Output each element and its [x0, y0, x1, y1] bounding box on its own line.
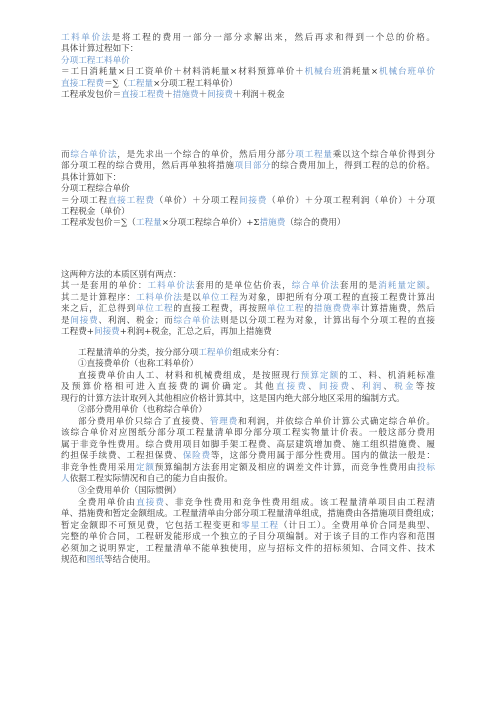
text-line [61, 509, 440, 520]
paragraph-full-cost-unit-price [61, 498, 440, 566]
paragraph-full-cost-heading [61, 486, 435, 497]
text-line [61, 463, 435, 474]
term-link[interactable]: 直接费 [275, 382, 309, 393]
term-link[interactable]: 图纸 [86, 554, 104, 565]
text-run: 工程量清单的分类，按分部分项 [78, 348, 199, 358]
text-run: 单、措施费和暂定金额组成。工程量清单由分部分项工程量清单组成，措施费由各措施项目费组成； [61, 509, 440, 520]
term-link[interactable]: 零星工程 [241, 520, 280, 531]
text-line [61, 304, 435, 315]
text-run: 等，这部分费用属于部分性费用。国内的做法一般是： [210, 451, 435, 462]
term-link[interactable]: 间接费 [207, 89, 233, 100]
text-run: 为对象，即把所有分项工程的直接工程费计算出 [239, 292, 435, 303]
term-link[interactable]: 间接费 [70, 315, 99, 326]
term-link[interactable]: 工料单价法 [135, 292, 183, 303]
term-link[interactable]: 消耗量定额 [378, 281, 427, 292]
term-link[interactable]: 措施费 [172, 89, 199, 100]
text-line [61, 218, 435, 229]
text-run: 分项工程综合单价 [61, 184, 130, 195]
term-link[interactable]: 项目部分 [234, 161, 272, 172]
text-run: （单价）＋分项工程利润（单价）＋分项 [267, 195, 435, 206]
text-line [61, 405, 435, 416]
text-run: 、 [308, 382, 319, 393]
text-line [61, 281, 435, 292]
text-run: 、 [383, 382, 395, 393]
term-link[interactable]: 间接费 [93, 326, 120, 337]
paragraph-direct-unit-price [61, 371, 435, 405]
text-run: 、 [351, 382, 362, 393]
text-run: ②部分费用单价（也称综合单价） [78, 405, 207, 415]
term-link[interactable]: 间接费 [239, 195, 268, 206]
text-line [61, 33, 435, 44]
text-line [61, 521, 435, 532]
text-run: ＋ [164, 89, 173, 100]
text-line [61, 359, 435, 370]
text-run: 的工、料、机消耗标准 [339, 371, 435, 381]
text-run: 是将工程的费用一部分一部分求解出来，然后再求和得到一个总的价格。 [111, 33, 435, 43]
text-line [61, 371, 435, 382]
text-line [61, 44, 435, 55]
text-run: ＝工日消耗量×日工资单价＋材料消耗量×材料预算单价＋ [61, 67, 305, 78]
text-run: 具体计算过程如下： [61, 44, 139, 55]
text-run: 其二是计算程序： [61, 292, 136, 303]
text-run: 和利润，并依综合单价计算公式确定综合单价。 [238, 417, 435, 427]
text-line [61, 184, 435, 195]
text-run: 完整的单价合同，工程研发能形成一个独立的子目分项编制。对于该子目的工作内容和范围 [61, 532, 435, 543]
term-link[interactable]: 税金 [394, 382, 416, 393]
term-link[interactable]: 直接工程费 [61, 78, 104, 89]
text-line [61, 555, 435, 566]
text-run: 全费用单价由 [78, 498, 137, 508]
text-line [61, 293, 435, 304]
term-link[interactable]: 机械台班 [304, 67, 343, 78]
text-line [61, 544, 435, 555]
text-run: 、利润、税金；而 [98, 315, 174, 326]
text-run: 依据工程实际情况和自己的能力自由报价。 [69, 473, 233, 484]
term-link[interactable]: 分项工程工料单价 [61, 55, 130, 66]
text-run: 约担保手续费、工程担保费、 [61, 451, 183, 462]
text-line [61, 394, 435, 405]
term-link[interactable]: 工程单价 [198, 348, 233, 358]
text-run: 这两种方法的本质区别有两点： [61, 270, 182, 280]
text-run: （单价）＋分项工程 [154, 195, 239, 206]
text-line [61, 451, 435, 462]
term-link[interactable]: 综合单价法 [173, 315, 221, 326]
text-run: 现行的计算方法计取列入其他相应价格计算其中，这是国内绝大部分地区采用的编制方式。 [61, 393, 405, 404]
text-run: ，是先求出一个综合的单价，然后用分部 [117, 150, 286, 160]
text-line [61, 270, 435, 281]
term-link[interactable]: 工料单价法 [61, 33, 112, 43]
text-run: +利润+税金，汇总之后，再加上措施费 [119, 326, 272, 337]
term-link[interactable]: 投标 [417, 462, 435, 473]
paragraph-unit-price-method [61, 33, 435, 101]
text-line [61, 532, 435, 543]
term-link[interactable]: 单位工程 [201, 292, 240, 303]
text-line [61, 150, 435, 161]
term-link[interactable]: 直接费 [136, 498, 166, 508]
term-link[interactable]: 工程量 [127, 78, 154, 89]
term-link[interactable]: 工程量 [135, 218, 162, 229]
text-line [61, 382, 435, 393]
term-link[interactable]: 工料单价法 [147, 281, 196, 292]
term-link[interactable]: 直接工程费 [121, 89, 165, 100]
term-link[interactable]: 综合单价法 [70, 150, 118, 160]
text-run: 等结合使用。 [104, 554, 156, 565]
text-run: 工程费+ [61, 326, 94, 337]
paragraph-differences [61, 270, 435, 338]
text-run: ＝分项工程 [61, 195, 108, 206]
text-run: ×分项工程工料单价） [153, 78, 238, 89]
paragraph-comprehensive-price-method [61, 150, 435, 230]
text-run: 计算措施费，然后 [360, 304, 435, 315]
text-run: 消耗量× [342, 67, 379, 78]
text-line [61, 327, 435, 338]
paragraph-bill-classification [61, 348, 435, 371]
text-run: 、非竞争性费用和竞争性费用组成。该工程量清单项目由工程清 [165, 498, 435, 508]
text-line [61, 79, 435, 90]
term-link[interactable]: 分项工程量 [285, 150, 333, 160]
text-line [61, 207, 435, 218]
text-run: 其一是套用的单价： [61, 281, 148, 292]
text-run: 则是以分项工程为对象，计算出每个分项工程的直接 [220, 315, 435, 326]
text-run: ＋ [198, 89, 208, 100]
term-link[interactable]: 直接工程费 [107, 195, 155, 206]
text-line [61, 67, 435, 78]
text-line [61, 56, 435, 67]
text-run: ＝∑（ [103, 78, 128, 89]
text-run: ①直接费单价（也称工料单价） [78, 359, 199, 370]
text-run: 必须加之说明界定，工程量清单不能单独使用，应与招标文件的招标须知、合同文件、技术 [61, 543, 435, 554]
text-line [61, 348, 435, 359]
text-run: 乘以这个综合单价得到分 [332, 150, 435, 160]
text-line [61, 498, 435, 509]
text-line [61, 486, 435, 497]
term-link[interactable]: 单位工程 [267, 304, 305, 315]
text-line [61, 474, 435, 485]
term-link[interactable]: 措施费 [259, 218, 286, 229]
term-link[interactable]: 管理费 [209, 417, 239, 427]
term-link[interactable]: 机械台班单价 [378, 67, 435, 78]
term-link[interactable]: 利润 [361, 382, 384, 393]
text-run: 来之后，汇总得到 [61, 304, 136, 315]
text-run: 非竞争性费用采用 [61, 462, 136, 473]
term-link[interactable]: 措施费费率 [313, 304, 361, 315]
term-link[interactable]: 预算定额 [300, 371, 340, 381]
text-line [61, 428, 435, 439]
text-run: 工程承发包价＝∑（ [61, 218, 136, 229]
text-run: 是 [61, 315, 71, 326]
term-link[interactable]: 综合单价法 [291, 281, 340, 292]
text-line [61, 196, 435, 207]
text-run: ×分项工程综合单价）+Σ [161, 218, 260, 229]
text-run: 的 [304, 304, 314, 315]
text-run: 具体计算如下： [61, 172, 122, 183]
text-run: 等按 [415, 382, 435, 393]
text-run: 规范和 [61, 554, 87, 565]
text-line [61, 173, 435, 184]
text-run: 部分费用单价只综合了直接费、 [78, 417, 210, 427]
text-run: 的直接工程费，再按照 [173, 304, 268, 315]
text-run: 属于非竞争性费用。综合费用项目如脚手架工程费、高层建筑增加费、施工组织措施费、履 [61, 439, 435, 450]
text-run: 是以 [182, 292, 202, 303]
text-run: 组成来分有： [232, 348, 285, 358]
text-run: 工程承发包价＝ [61, 89, 122, 100]
text-run: 而 [61, 150, 71, 160]
text-run: 。 [426, 281, 435, 292]
text-line [61, 90, 435, 101]
text-run: （综合的费用） [285, 218, 346, 229]
text-run: 直接费单价由人工、材料和机械费组成，是按照现行 [78, 371, 301, 381]
text-line [61, 417, 435, 428]
text-run: ＋利润＋税金 [232, 89, 285, 100]
paragraph-partial-cost-heading [61, 405, 435, 416]
term-link[interactable]: 定额 [135, 462, 155, 473]
term-link[interactable]: 保险费 [182, 451, 211, 462]
text-run: 的综合费用加上，得到工程的总的价格。 [271, 161, 435, 172]
term-link[interactable]: 间接费 [318, 382, 352, 393]
text-line [61, 161, 435, 172]
text-run: ③全费用单价（国际惯例） [78, 486, 182, 496]
text-run: 部分项工程的综合费用，然后再单独将措施 [61, 161, 235, 172]
text-run: （计日工）。全费用单价合同是典型、 [279, 520, 435, 531]
text-run: 暂定金额即不可预见费，它包括工程变更和 [61, 520, 242, 531]
text-run: 预算编制方法套用定额及相应的调差文件计算，而竞争性费用由 [154, 462, 418, 473]
text-line [61, 440, 435, 451]
text-run: 该综合单价对应图纸分部分项工程量清单即分部分项工程实物量计价表。一般这部分费用 [61, 428, 435, 439]
term-link[interactable]: 单位工程 [135, 304, 174, 315]
text-run: 及预算价格相可进入直接费的调价确定。其他 [61, 382, 276, 393]
term-link[interactable]: 人 [61, 473, 70, 484]
text-run: 工程税金（单价） [61, 206, 130, 217]
text-line [61, 316, 435, 327]
paragraph-partial-cost-unit-price [61, 417, 435, 485]
text-run: 套用的是单位估价表， [195, 281, 292, 292]
text-run: 套用的是 [339, 281, 379, 292]
